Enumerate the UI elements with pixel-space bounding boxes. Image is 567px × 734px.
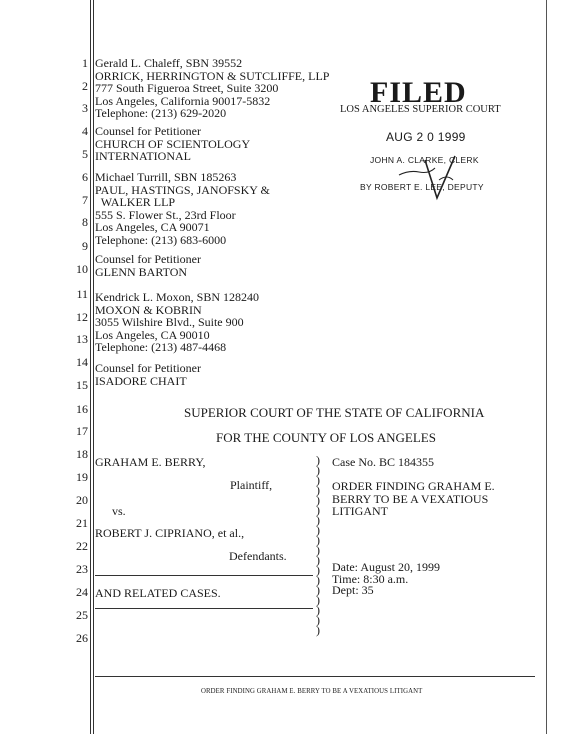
line-number: 20 <box>76 493 88 507</box>
line-number: 16 <box>76 402 88 416</box>
line-number: 15 <box>76 378 88 392</box>
attorney-name: Gerald L. Chaleff, SBN 39552 <box>95 56 243 70</box>
role-label: Counsel for Petitioner <box>95 124 201 138</box>
order-title <box>332 480 495 518</box>
caption-parentheses: ) ) ) ) ) ) ) ) ) ) ) ) ) ) ) ) ) ) <box>316 453 320 637</box>
attorney-name: Michael Turrill, SBN 185263 <box>95 170 237 184</box>
line-number: 21 <box>76 516 88 530</box>
line-number: 22 <box>76 539 88 553</box>
line-number: 2 <box>82 79 88 93</box>
firm-phone: Telephone: (213) 629-2020 <box>95 106 227 121</box>
role-label: Counsel for Petitioner <box>95 252 201 266</box>
case-number: Case No. BC 184355 <box>332 455 434 469</box>
counsel-role-2 <box>95 253 201 278</box>
counsel-role-1 <box>95 125 250 163</box>
court-title: SUPERIOR COURT OF THE STATE OF CALIFORNIA <box>184 405 485 420</box>
firm-name-cont: WALKER LLP <box>95 195 176 210</box>
firm-city: Los Angeles, CA 90010 <box>95 327 210 342</box>
county-title: FOR THE COUNTY OF LOS ANGELES <box>216 430 436 445</box>
line-number: 13 <box>76 332 88 346</box>
line-number: 3 <box>82 101 88 115</box>
caption-rule-2 <box>95 608 313 609</box>
related-cases: AND RELATED CASES. <box>95 586 221 600</box>
role-label: Counsel for Petitioner <box>95 361 201 375</box>
line-number: 8 <box>82 215 88 229</box>
firm-city: Los Angeles, California 90017-5832 <box>95 93 271 108</box>
counsel-role-3 <box>95 362 201 387</box>
firm-address: 3055 Wilshire Blvd., Suite 900 <box>95 315 244 330</box>
footer-title: ORDER FINDING GRAHAM E. BERRY TO BE A VEXATIOUS LITIGANT <box>201 688 423 695</box>
plaintiff-role: Plaintiff, <box>230 478 273 492</box>
client-name: GLENN BARTON <box>95 264 188 279</box>
firm-address: 777 South Figueroa Street, Suite 3200 <box>95 81 279 96</box>
filed-stamp-date: AUG 2 0 1999 <box>386 130 466 144</box>
firm-name: PAUL, HASTINGS, JANOFSKY & <box>95 182 270 197</box>
firm-phone: Telephone: (213) 683-6000 <box>95 232 227 247</box>
counsel-block-2 <box>95 171 270 247</box>
line-number: 11 <box>76 287 88 301</box>
clerk-signature <box>395 150 475 210</box>
versus: vs. <box>112 504 126 518</box>
counsel-block-1 <box>95 57 329 120</box>
line-number: 25 <box>76 608 88 622</box>
client-name-cont: INTERNATIONAL <box>95 149 191 164</box>
left-margin-rule <box>90 0 91 734</box>
line-number: 6 <box>82 170 88 184</box>
hearing-time: Time: 8:30 a.m. <box>332 571 409 586</box>
line-number: 1 <box>82 56 88 70</box>
line-number: 9 <box>82 239 88 253</box>
line-number: 24 <box>76 585 88 599</box>
firm-address: 555 S. Flower St., 23rd Floor <box>95 207 236 222</box>
line-number: 23 <box>76 562 88 576</box>
client-name: ISADORE CHAIT <box>95 373 187 388</box>
line-number: 7 <box>82 193 88 207</box>
filed-stamp-clerk: JOHN A. CLARKE, CLERK <box>370 155 479 165</box>
order-title-line: LITIGANT <box>332 504 388 518</box>
line-number: 18 <box>76 447 88 461</box>
line-number: 12 <box>76 310 88 324</box>
attorney-name: Kendrick L. Moxon, SBN 128240 <box>95 290 259 304</box>
line-number: 26 <box>76 631 88 645</box>
line-number: 14 <box>76 355 88 369</box>
order-title-line: BERRY TO BE A VEXATIOUS <box>332 491 489 506</box>
defendant-name: ROBERT J. CIPRIANO, et al., <box>95 526 245 540</box>
filed-stamp-title: FILED <box>370 76 467 109</box>
order-title-line: ORDER FINDING GRAHAM E. <box>332 479 495 493</box>
client-name: CHURCH OF SCIENTOLOGY <box>95 136 251 151</box>
filed-stamp-court: LOS ANGELES SUPERIOR COURT <box>340 104 501 115</box>
caption-rule-1 <box>95 575 313 576</box>
line-number: 19 <box>76 470 88 484</box>
line-number: 10 <box>76 262 88 276</box>
line-number: 5 <box>82 147 88 161</box>
line-number: 4 <box>82 124 88 138</box>
plaintiff-name: GRAHAM E. BERRY, <box>95 455 206 469</box>
hearing-dept: Dept: 35 <box>332 583 374 597</box>
filed-stamp-deputy: BY ROBERT E. LEE, DEPUTY <box>360 182 484 192</box>
firm-phone: Telephone: (213) 487-4468 <box>95 340 227 355</box>
counsel-block-3 <box>95 291 259 354</box>
hearing-info <box>332 562 440 597</box>
firm-name: ORRICK, HERRINGTON & SUTCLIFFE, LLP <box>95 68 330 83</box>
line-number: 17 <box>76 424 88 438</box>
hearing-date: Date: August 20, 1999 <box>332 560 440 574</box>
right-margin-rule <box>546 0 547 734</box>
firm-name: MOXON & KOBRIN <box>95 302 202 317</box>
firm-city: Los Angeles, CA 90071 <box>95 220 210 235</box>
footer-rule <box>95 676 535 677</box>
left-margin-rule-inner <box>93 0 94 734</box>
defendant-role: Defendants. <box>229 549 287 563</box>
